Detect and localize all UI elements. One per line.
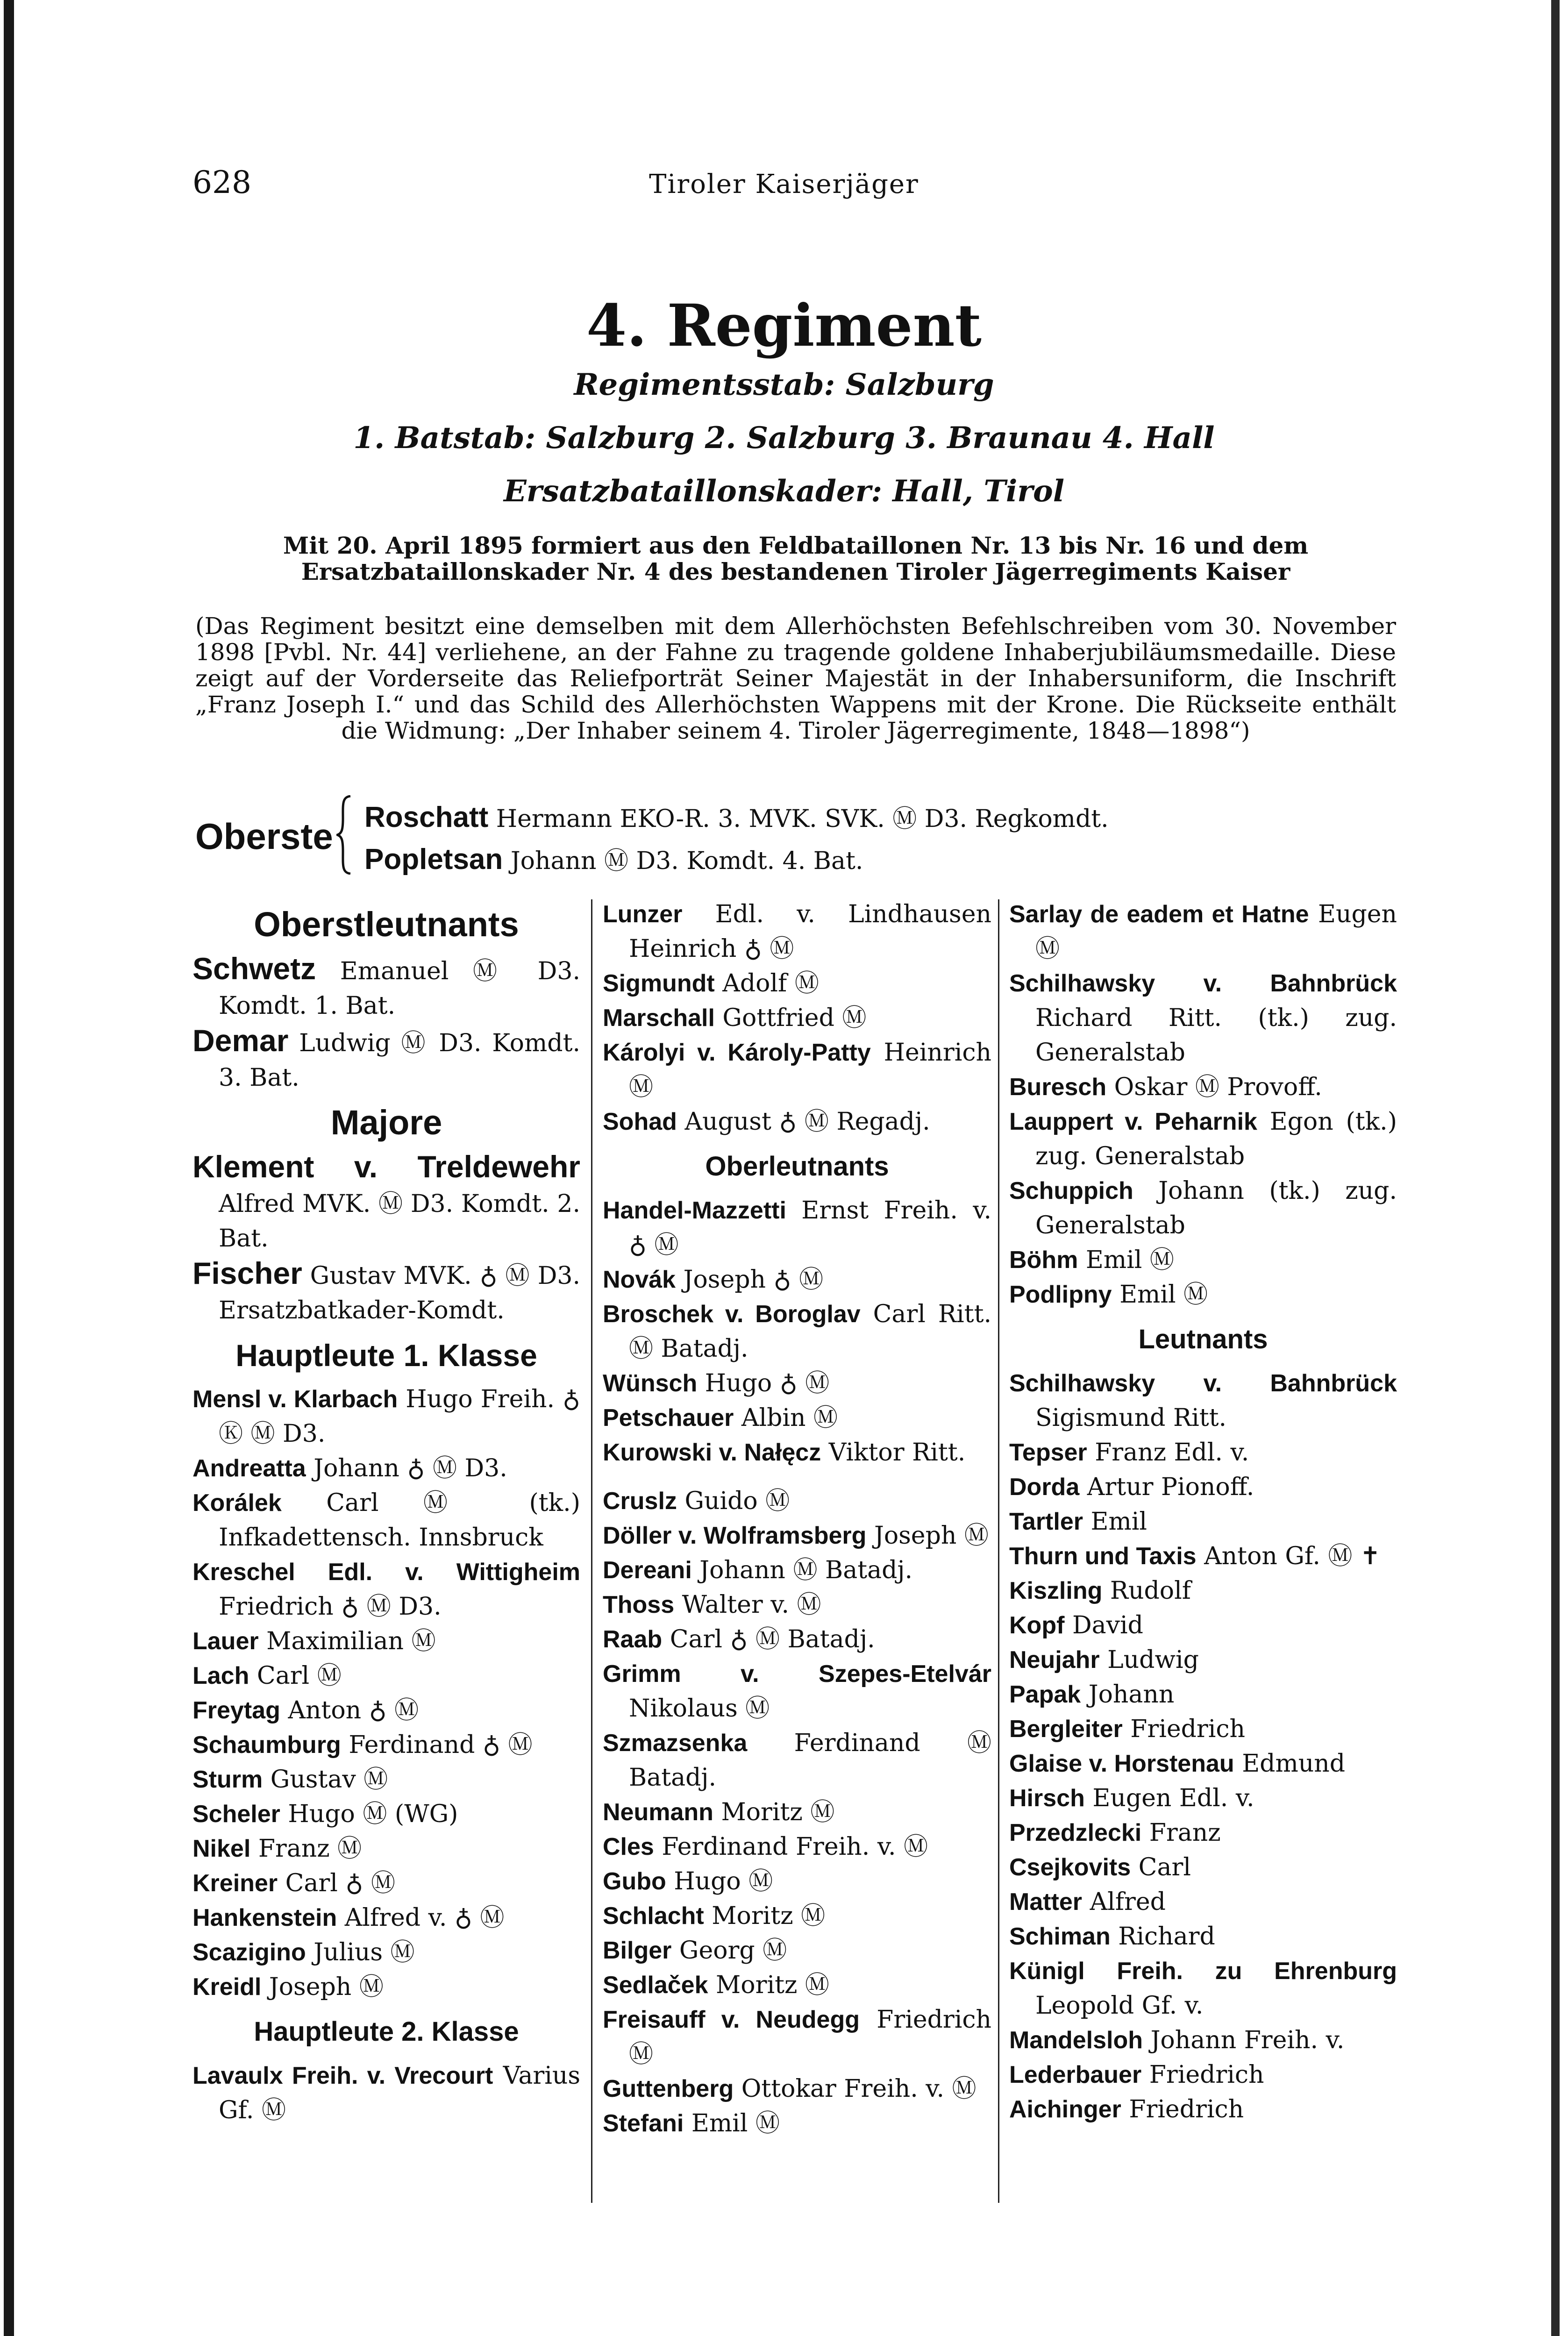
roster-entry: Sedlaček Moritz Ⓜ [603, 1971, 829, 1999]
officer-name: Popletsan [364, 843, 503, 876]
roster-entry: Schwetz Emanuel Ⓜ D3. Komdt. 1. Bat. [192, 951, 580, 1020]
section-heading-oberleutnants: Oberleutnants [705, 1151, 889, 1182]
roster-entry: Nikel Franz Ⓜ [192, 1835, 362, 1863]
roster-entry: Kurowski v. Nałęcz Viktor Ritt. [603, 1439, 966, 1467]
officer-details: Johann Ⓜ D3. Komdt. 4. Bat. [510, 847, 863, 875]
roster-entry: Marschall Gottfried Ⓜ [603, 1004, 867, 1032]
roster-entry: Mandelsloh Johann Freih. v. [1009, 2026, 1345, 2054]
roster-entry: Buresch Oskar Ⓜ Provoff. [1009, 1073, 1322, 1101]
roster-entry: Scheler Hugo Ⓜ (WG) [192, 1800, 458, 1828]
roster-entry: Podlipny Emil Ⓜ [1009, 1281, 1208, 1309]
roster-entry: Raab Carl ♁ Ⓜ Batadj. [603, 1625, 875, 1653]
roster-entry: Glaise v. Horstenau Edmund [1009, 1750, 1346, 1778]
roster-entry: Bilger Georg Ⓜ [603, 1937, 787, 1965]
officer-name: Roschatt [364, 801, 489, 833]
page-number: 628 [192, 164, 251, 200]
ersatz-kader: Ersatzbataillonskader: Hall, Tirol [503, 474, 1065, 509]
roster-entry: Böhm Emil Ⓜ [1009, 1246, 1174, 1274]
roster-entry: Lauppert v. Peharnik Egon (tk.) zug. Generalstab [1009, 1108, 1397, 1170]
roster-entry: Schilhawsky v. Bahnbrück Richard Ritt. (tk.) zug. Generalstab [1009, 970, 1397, 1067]
roster-entry: Lavaulx Freih. v. Vrecourt Varius Gf. Ⓜ [192, 2062, 581, 2124]
roster-entry: Csejkovits Carl [1009, 1853, 1191, 1881]
section-heading-hauptleute-1: Hauptleute 1. Klasse [235, 1338, 537, 1373]
roster-entry: Handel-Mazzetti Ernst Freih. v. ♁ Ⓜ [603, 1196, 992, 1259]
oberst-entry [364, 841, 863, 876]
roster-entry: Thoss Walter v. Ⓜ [603, 1591, 821, 1619]
roster-entry: Lach Carl Ⓜ [192, 1662, 342, 1690]
roster-entry: Cruslz Guido Ⓜ [603, 1487, 790, 1515]
roster-entry: Przedzlecki Franz [1009, 1819, 1221, 1847]
oberst-entry [364, 799, 1109, 834]
brace-symbol [336, 795, 351, 875]
roster-entry: Aichinger Friedrich [1009, 2095, 1244, 2123]
roster-entry: Künigl Freih. zu Ehrenburg Leopold Gf. v. [1009, 1958, 1397, 2020]
roster-entry: Grimm v. Szepes-Etelvár Nikolaus Ⓜ [603, 1660, 991, 1723]
roster-column-2 [603, 897, 991, 2141]
roster-entry: Neumann Moritz Ⓜ [603, 1798, 835, 1826]
oberste-label: Oberste [195, 816, 333, 857]
roster-entry: Freytag Anton ♁ Ⓜ [192, 1696, 419, 1724]
roster-entry: Kiszling Rudolf [1009, 1577, 1191, 1605]
roster-column-1 [192, 897, 580, 2128]
roster-entry: Demar Ludwig Ⓜ D3. Komdt. 3. Bat. [192, 1023, 580, 1092]
running-head: Tiroler Kaiserjäger [649, 169, 919, 199]
roster-entry: Kreiner Carl ♁ Ⓜ [192, 1869, 395, 1897]
regiment-stab: Regimentsstab: Salzburg [574, 367, 994, 402]
roster-entry: Fischer Gustav MVK. ♁ Ⓜ D3. Ersatzbatkader-Komdt. [192, 1256, 580, 1325]
roster-column-3 [1009, 897, 1397, 2127]
roster-entry: Matter Alfred [1009, 1888, 1166, 1916]
roster-entry: Korálek Carl Ⓜ (tk.) Infkadettensch. Innsbruck [192, 1489, 580, 1552]
roster-entry: Papak Johann [1009, 1681, 1175, 1709]
regiment-title: 4. Regiment [586, 292, 982, 360]
roster-entry: Guttenberg Ottokar Freih. v. Ⓜ [603, 2075, 976, 2103]
roster-entry: Kreidl Joseph Ⓜ [192, 1973, 384, 2001]
roster-entry: Hankenstein Alfred v. ♁ Ⓜ [192, 1904, 505, 1932]
roster-entry: Tartler Emil [1009, 1508, 1147, 1536]
roster-entry: Schlacht Moritz Ⓜ [603, 1902, 826, 1930]
roster-entry: Tepser Franz Edl. v. [1009, 1439, 1249, 1467]
battalion-stabs: 1. Batstab: Salzburg 2. Salzburg 3. Braunau 4. Hall [353, 420, 1215, 456]
roster-entry: Thurn und Taxis Anton Gf. Ⓜ ✝ [1009, 1542, 1381, 1570]
roster-entry: Andreatta Johann ♁ Ⓜ D3. [192, 1454, 507, 1482]
roster-entry: Döller v. Wolframsberg Joseph Ⓜ [603, 1522, 989, 1550]
roster-entry: Kopf David [1009, 1611, 1143, 1639]
roster-entry: Lauer Maximilian Ⓜ [192, 1627, 436, 1655]
roster-entry: Bergleiter Friedrich [1009, 1715, 1246, 1743]
roster-entry: Cles Ferdinand Freih. v. Ⓜ [603, 1833, 928, 1861]
roster-entry: Mensl v. Klarbach Hugo Freih. ♁ Ⓚ Ⓜ D3. [192, 1385, 580, 1448]
formation-paragraph: Mit 20. April 1895 formiert aus den Feldbataillonen Nr. 13 bis Nr. 16 und dem Ersatzbataillonskader Nr. 4 des bestandenen Tiroler Jägerregiments Kaiser [283, 532, 1309, 585]
roster-entry: Neujahr Ludwig [1009, 1646, 1199, 1674]
roster-entry: Freisauff v. Neudegg Friedrich Ⓜ [603, 2006, 992, 2068]
section-heading-majore: Majore [330, 1103, 442, 1142]
roster-entry: Novák Joseph ♁ Ⓜ [603, 1266, 824, 1294]
medal-note-paragraph: (Das Regiment besitzt eine demselben mit dem Allerhöchsten Befehlschreiben vom 30. November 1898 [Pvbl. Nr. 44] verliehene, an der Fahne zu tragende goldene Inhaberjubiläumsmedaille. Diese zeigt auf der Vorderseite das Reliefporträt Seiner Majestät in der Inhabersuniform, die Inschrift „Franz Joseph I.“ und das Schild des Allerhöchsten Wappens mit der Krone. Die Rückseite enthält die Widmung: „Der Inhaber seinem 4. Tiroler Jägerregimente, 1848—1898“) [195, 612, 1396, 744]
roster-entry: Broschek v. Boroglav Carl Ritt. Ⓜ Batadj. [603, 1300, 991, 1363]
roster-entry: Petschauer Albin Ⓜ [603, 1404, 838, 1432]
roster-entry: Lederbauer Friedrich [1009, 2061, 1264, 2089]
roster-entry: Gubo Hugo Ⓜ [603, 1867, 773, 1895]
section-heading-leutnants: Leutnants [1138, 1324, 1268, 1354]
roster-entry: Scazigino Julius Ⓜ [192, 1938, 415, 1966]
roster-entry: Kreschel Edl. v. Wittigheim Friedrich ♁ Ⓜ D3. [192, 1559, 580, 1621]
roster-entry: Wünsch Hugo ♁ Ⓜ [603, 1369, 830, 1397]
roster-entry: Sarlay de eadem et Hatne Eugen Ⓜ [1009, 900, 1397, 963]
officer-details: Hermann EKO-R. 3. MVK. SVK. Ⓜ D3. Regkomdt. [496, 805, 1109, 833]
column-divider [998, 899, 999, 2203]
roster-entry: Sturm Gustav Ⓜ [192, 1766, 388, 1794]
spacer [603, 1470, 991, 1484]
roster-entry: Lunzer Edl. v. Lindhausen Heinrich ♁ Ⓜ [603, 900, 992, 963]
column-divider [591, 899, 592, 2203]
roster-entry: Schiman Richard [1009, 1923, 1215, 1951]
roster-entry: Klement v. Treldewehr Alfred MVK. Ⓜ D3. Komdt. 2. Bat. [192, 1149, 580, 1253]
roster-entry: Schilhawsky v. Bahnbrück Sigismund Ritt. [1009, 1370, 1397, 1432]
roster-entry: Sohad August ♁ Ⓜ Regadj. [603, 1108, 930, 1136]
roster-entry: Schuppich Johann (tk.) zug. Generalstab [1009, 1177, 1397, 1239]
roster-entry: Stefani Emil Ⓜ [603, 2109, 780, 2137]
roster-entry: Hirsch Eugen Edl. v. [1009, 1784, 1254, 1812]
roster-entry: Dereani Johann Ⓜ Batadj. [603, 1556, 913, 1584]
roster-entry: Sigmundt Adolf Ⓜ [603, 969, 819, 997]
roster-entry: Dorda Artur Pionoff. [1009, 1473, 1254, 1501]
section-heading-hauptleute-2: Hauptleute 2. Klasse [254, 2016, 519, 2047]
section-heading-oberstleutnants: Oberstleutnants [254, 905, 519, 944]
roster-entry: Szmazsenka Ferdinand Ⓜ Batadj. [603, 1729, 991, 1792]
roster-entry: Schaumburg Ferdinand ♁ Ⓜ [192, 1731, 533, 1759]
roster-entry: Károlyi v. Károly-Patty Heinrich Ⓜ [603, 1039, 991, 1101]
